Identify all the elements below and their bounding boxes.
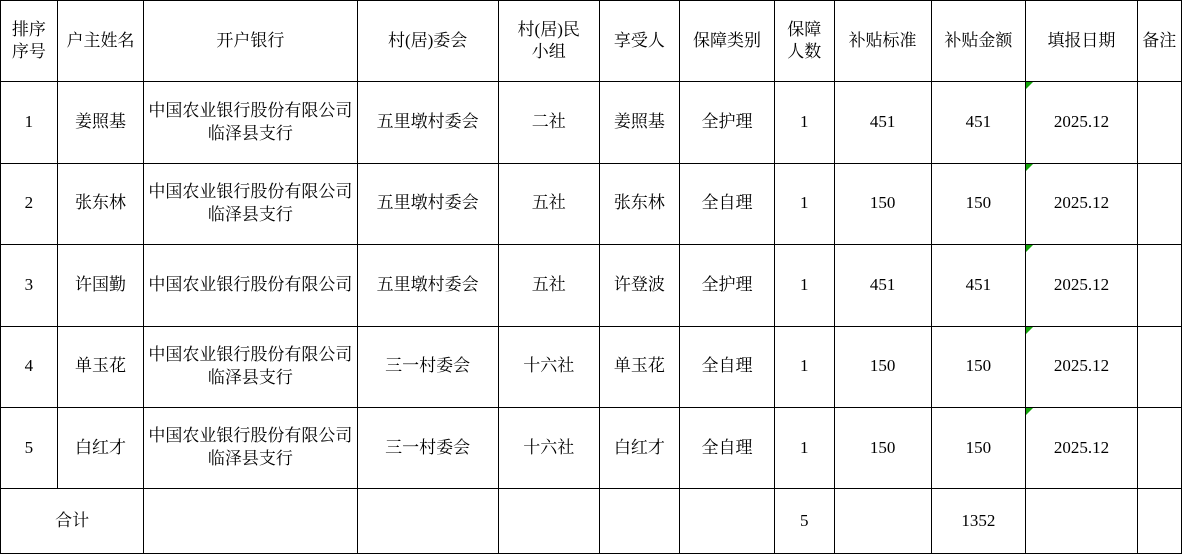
cell-household-head: 单玉花 [57, 326, 144, 407]
cell-care-type: 全护理 [680, 82, 775, 163]
cell-subsidy-amount: 451 [931, 82, 1026, 163]
cell-care-type: 全自理 [680, 163, 775, 244]
cell-care-type: 全自理 [680, 407, 775, 488]
cell-report-date: 2025.12 [1026, 245, 1137, 326]
cell-village-committee: 五里墩村委会 [357, 163, 498, 244]
cell-subsidy-amount: 150 [931, 407, 1026, 488]
cell-subsidy-standard: 150 [834, 326, 931, 407]
cell-person-count: 1 [774, 407, 834, 488]
table-row [1, 82, 1182, 163]
cell-bank: 中国农业银行股份有限公司 [144, 245, 357, 326]
total-village-group [498, 489, 599, 554]
table-header-row [1, 1, 1182, 82]
total-village-committee [357, 489, 498, 554]
header-care-type: 保障类别 [680, 1, 775, 82]
table-row [1, 245, 1182, 326]
total-beneficiary [599, 489, 679, 554]
cell-person-count: 1 [774, 245, 834, 326]
cell-beneficiary: 姜照基 [599, 82, 679, 163]
header-report-date: 填报日期 [1026, 1, 1137, 82]
cell-report-date: 2025.12 [1026, 163, 1137, 244]
cell-person-count: 1 [774, 326, 834, 407]
cell-remark [1137, 245, 1181, 326]
header-village-group: 村(居)民 小组 [498, 1, 599, 82]
cell-village-committee: 五里墩村委会 [357, 82, 498, 163]
cell-household-head: 白红才 [57, 407, 144, 488]
header-village-committee: 村(居)委会 [357, 1, 498, 82]
total-subsidy-amount: 1352 [931, 489, 1026, 554]
cell-subsidy-standard: 451 [834, 82, 931, 163]
table-row [1, 163, 1182, 244]
cell-household-head: 姜照基 [57, 82, 144, 163]
cell-subsidy-amount: 451 [931, 245, 1026, 326]
cell-bank: 中国农业银行股份有限公司临泽县支行 [144, 163, 357, 244]
cell-report-date: 2025.12 [1026, 326, 1137, 407]
table-total-row [1, 489, 1182, 554]
cell-subsidy-amount: 150 [931, 163, 1026, 244]
cell-village-group: 二社 [498, 82, 599, 163]
cell-care-type: 全自理 [680, 326, 775, 407]
cell-remark [1137, 326, 1181, 407]
cell-report-date: 2025.12 [1026, 82, 1137, 163]
cell-index: 5 [1, 407, 58, 488]
cell-household-head: 张东林 [57, 163, 144, 244]
cell-beneficiary: 白红才 [599, 407, 679, 488]
header-beneficiary: 享受人 [599, 1, 679, 82]
cell-care-type: 全护理 [680, 245, 775, 326]
cell-household-head: 许国勤 [57, 245, 144, 326]
table-row [1, 407, 1182, 488]
header-household-head: 户主姓名 [57, 1, 144, 82]
cell-village-group: 五社 [498, 245, 599, 326]
cell-bank: 中国农业银行股份有限公司临泽县支行 [144, 326, 357, 407]
header-remark: 备注 [1137, 1, 1181, 82]
cell-village-committee: 五里墩村委会 [357, 245, 498, 326]
cell-village-group: 十六社 [498, 407, 599, 488]
cell-remark [1137, 163, 1181, 244]
cell-remark [1137, 82, 1181, 163]
cell-remark [1137, 407, 1181, 488]
header-subsidy-amount: 补贴金额 [931, 1, 1026, 82]
table-row [1, 326, 1182, 407]
cell-person-count: 1 [774, 82, 834, 163]
cell-index: 3 [1, 245, 58, 326]
total-care-type [680, 489, 775, 554]
cell-subsidy-amount: 150 [931, 326, 1026, 407]
cell-person-count: 1 [774, 163, 834, 244]
cell-beneficiary: 单玉花 [599, 326, 679, 407]
cell-subsidy-standard: 451 [834, 245, 931, 326]
header-bank: 开户银行 [144, 1, 357, 82]
cell-beneficiary: 张东林 [599, 163, 679, 244]
cell-bank: 中国农业银行股份有限公司临泽县支行 [144, 82, 357, 163]
total-bank [144, 489, 357, 554]
total-remark [1137, 489, 1181, 554]
total-person-count: 5 [774, 489, 834, 554]
cell-index: 4 [1, 326, 58, 407]
total-report-date [1026, 489, 1137, 554]
cell-report-date: 2025.12 [1026, 407, 1137, 488]
cell-village-group: 十六社 [498, 326, 599, 407]
total-subsidy-standard [834, 489, 931, 554]
cell-village-committee: 三一村委会 [357, 407, 498, 488]
cell-beneficiary: 许登波 [599, 245, 679, 326]
cell-subsidy-standard: 150 [834, 407, 931, 488]
header-index: 排序 序号 [1, 1, 58, 82]
cell-bank: 中国农业银行股份有限公司临泽县支行 [144, 407, 357, 488]
cell-index: 1 [1, 82, 58, 163]
cell-subsidy-standard: 150 [834, 163, 931, 244]
header-subsidy-standard: 补贴标准 [834, 1, 931, 82]
total-label: 合计 [1, 489, 144, 554]
cell-village-group: 五社 [498, 163, 599, 244]
header-person-count: 保障 人数 [774, 1, 834, 82]
cell-village-committee: 三一村委会 [357, 326, 498, 407]
cell-index: 2 [1, 163, 58, 244]
